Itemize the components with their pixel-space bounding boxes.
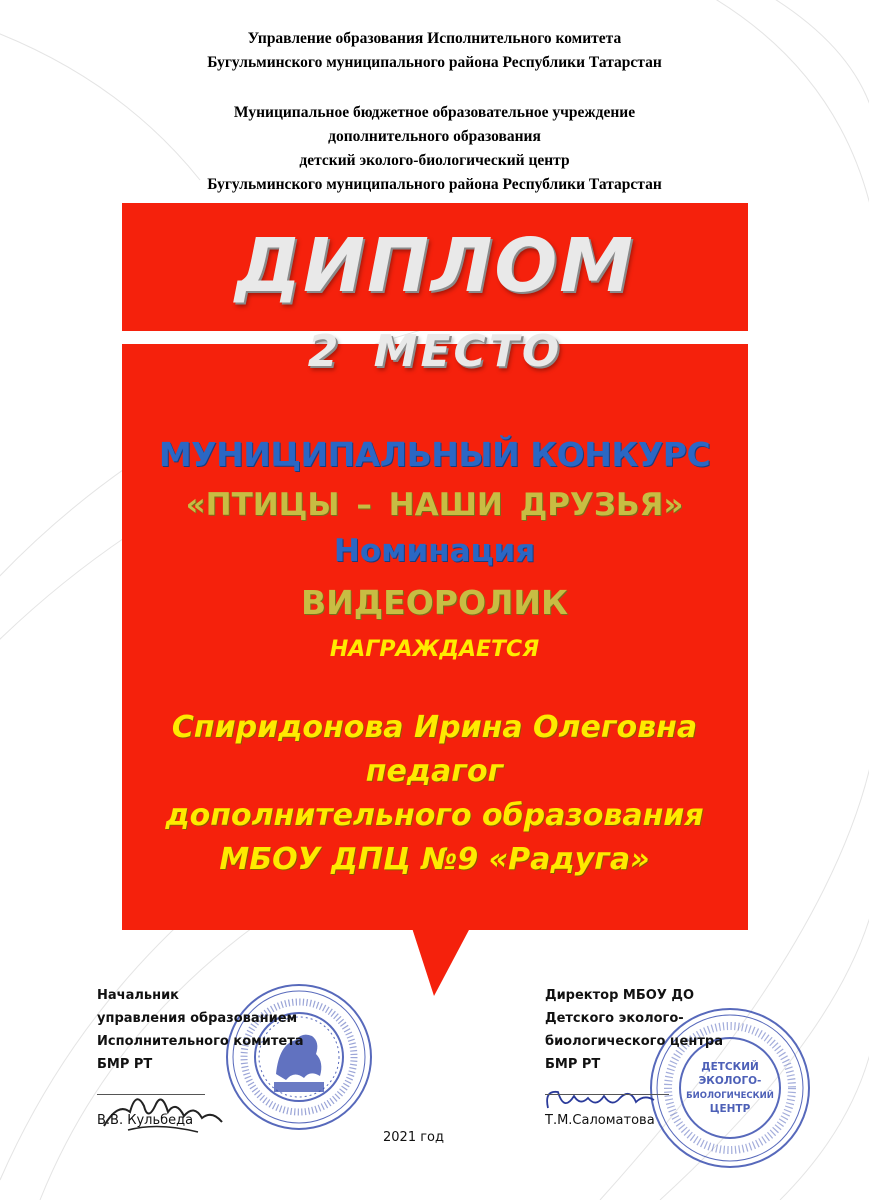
signatory-name: В.В. Кульбеда [97,1113,194,1128]
contest-name: «ПТИЦЫ – НАШИ ДРУЗЬЯ» [185,487,684,523]
signatory-title-line: БМР РТ [545,1057,601,1072]
nomination-category: ВИДЕОРОЛИК [301,583,568,622]
issuer-institution [0,101,869,197]
signature-block-left [97,984,304,1132]
signatory-title-line: Начальник [97,988,180,1003]
header-line: дополнительного образования [328,128,541,145]
signatory-name: Т.М.Саломатова [545,1113,655,1128]
signatory-title-line: Директор МБОУ ДО [545,988,695,1003]
signatory-title-line: БМР РТ [97,1057,153,1072]
seal-text-line: БИОЛОГИЧЕСКИЙ [686,1091,774,1101]
award-place: 2 МЕСТО [307,326,563,377]
contest-label: МУНИЦИПАЛЬНЫЙ КОНКУРС [158,435,711,474]
nomination-label: Номинация [333,533,536,569]
awarded-label: НАГРАЖДАЕТСЯ [329,637,540,662]
header-line: Управление образования Исполнительного комитета [247,30,622,47]
recipient-name: Спиридонова Ирина Олеговна [171,710,698,745]
signatory-title-line: Исполнительного комитета [97,1034,304,1049]
issue-year: 2021 год [383,1130,444,1145]
signature-line [545,1094,669,1095]
signatory-title-line: Детского эколого- [545,1011,684,1026]
signature-line [97,1094,205,1095]
signature-block-right [545,984,723,1132]
recipient-position: педагог [365,754,504,789]
recipient-organization: МБОУ ДПЦ №9 «Радуга» [219,842,650,877]
header-line: детский эколого-биологический центр [299,152,570,169]
header-line: Бугульминского муниципального района Республики Татарстан [207,176,662,193]
recipient-position-detail: дополнительного образования [165,798,704,833]
signatory-title-line: управления образованием [97,1011,298,1026]
issuer-department [0,27,869,75]
header-line: Бугульминского муниципального района Республики Татарстан [207,54,662,71]
diploma-title: ДИПЛОМ [235,223,635,309]
seal-text-line: ДЕТСКИЙ [701,1061,759,1073]
signatory-title-line: биологического центра [545,1034,723,1049]
header-line: Муниципальное бюджетное образовательное учреждение [233,104,636,121]
seal-text-line: ЦЕНТР [709,1103,751,1115]
seal-text-line: ЭКОЛОГО- [698,1075,762,1087]
